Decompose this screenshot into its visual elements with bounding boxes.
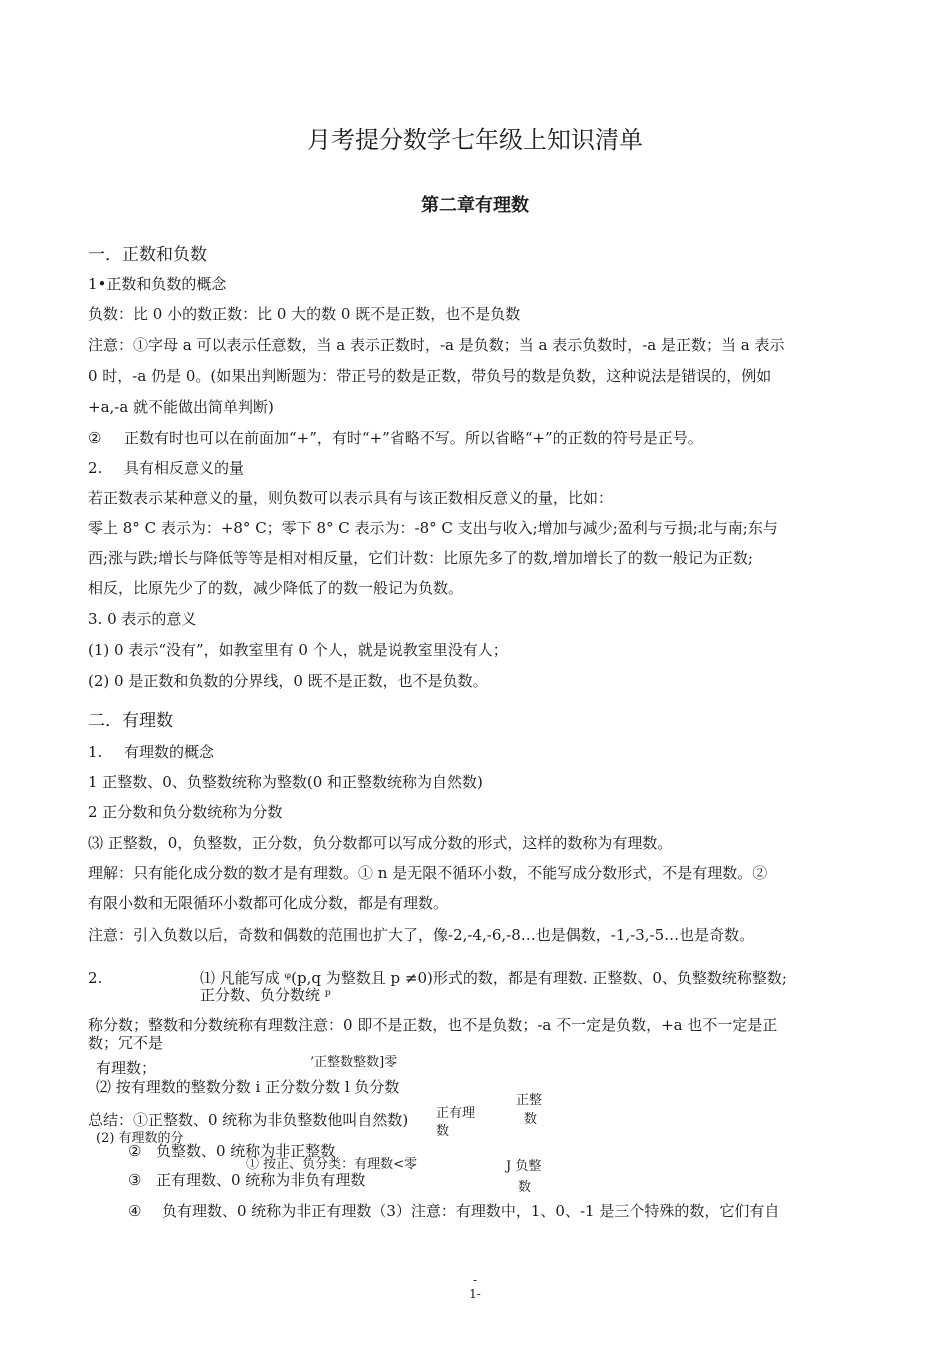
paragraph-line: 有理数；	[96, 1059, 157, 1077]
list-number: ②	[88, 429, 102, 447]
section-heading: 一．正数和负数	[88, 245, 207, 265]
list-number: 2.	[88, 969, 103, 987]
classification-label: 正有理	[436, 1106, 476, 1121]
paragraph-line: (2) 有理数的分	[96, 1131, 184, 1146]
paragraph-line: 负整数、0 统称为非正整数	[156, 1142, 336, 1160]
paragraph-line: 0 时，-a 仍是 0。(如果出判断题为：带正号的数是正数，带负号的数是负数，这种说法是错误的，例如	[88, 367, 772, 385]
classification-label: 数	[518, 1180, 532, 1195]
document-title: 月考提分数学七年级上知识清单	[307, 126, 643, 154]
paragraph-line: +a,-a 就不能做出简单判断)	[88, 398, 274, 416]
paragraph-line: 有限小数和无限循环小数都可化成分数，都是有理数。	[88, 894, 449, 912]
subheading: 3. 0 表示的意义	[88, 610, 197, 628]
paragraph-line: 数；冗不是	[88, 1034, 164, 1052]
paragraph-line: ⑶ 正整数，0，负整数，正分数，负分数都可以写成分数的形式，这样的数称为有理数。	[88, 834, 673, 852]
paragraph-line: 注意：①字母 a 可以表示任意数，当 a 表示正数时，-a 是负数；当 a 表示负数时，-a 是正数；当 a 表示	[88, 336, 785, 354]
chapter-title: 第二章有理数	[421, 195, 529, 216]
classification-label: 数	[524, 1112, 538, 1127]
list-number: ③	[128, 1171, 142, 1189]
paragraph-line: 若正数表示某种意义的量，则负数可以表示具有与该正数相反意义的量，比如：	[88, 489, 614, 507]
paragraph-line: 注意：引入负数以后，奇数和偶数的范围也扩大了，像-2,-4,-6,-8…也是偶数，-1,-3,-5…也是奇数。	[88, 926, 755, 944]
page-number: 1-	[469, 1287, 481, 1301]
paragraph-line: 负数：比 0 小的数正数：比 0 大的数 0 既不是正数，也不是负数	[88, 305, 521, 323]
classification-label: 正整	[516, 1093, 543, 1108]
list-number: 2.	[88, 459, 103, 477]
paragraph-line: 1 正整数、0、负整数统称为整数(0 和正整数统称为自然数)	[88, 773, 483, 791]
classification-label: ’正整数整数]零	[310, 1055, 398, 1070]
page-footer-mark: -	[472, 1273, 478, 1287]
paragraph-line: 称分数；整数和分数统称有理数注意：0 即不是正数，也不是负数；-a 不一定是负数，+a 也不一定是正	[88, 1016, 778, 1034]
classification-label: 数	[436, 1124, 450, 1139]
paragraph-line: 相反，比原先少了的数，减少降低了的数一般记为负数。	[88, 579, 464, 597]
list-number: ②	[128, 1142, 142, 1160]
paragraph-line: (1) 0 表示“没有”，如教室里有 0 个人，就是说教室里没有人；	[88, 641, 508, 659]
section-heading: 二．有理数	[88, 711, 173, 731]
paragraph-line: (2) 0 是正数和负数的分界线，0 既不是正数，也不是负数。	[88, 672, 488, 690]
classification-label: ① 按正、负分类：有理数<零	[246, 1157, 418, 1172]
paragraph-line: 西;涨与跌;增长与降低等等是相对相反量，它们计数：比原先多了的数,增加增长了的数一般记为正数;	[88, 549, 753, 567]
list-number: 1.	[88, 743, 103, 761]
paragraph-line: ⑵ 按有理数的整数分数 i 正分数分数 l 负分数	[96, 1078, 400, 1096]
paragraph-line: 零上 8° C 表示为：+8° C；零下 8° C 表示为：-8° C 支出与收入;增加与减少;盈利与亏损;北与南;东与	[88, 519, 778, 537]
paragraph-line: 负有理数、0 统称为非正有理数（3）注意：有理数中，1、0、-1 是三个特殊的数，它们有自	[162, 1202, 780, 1220]
subheading: 有理数的概念	[124, 743, 215, 761]
subheading: 具有相反意义的量	[124, 459, 245, 477]
paragraph-line: 正数有时也可以在前面加“+”，有时“+”省略不写。所以省略“+”的正数的符号是正号。	[124, 429, 703, 447]
classification-label: J 负整	[506, 1159, 542, 1174]
paragraph-line: ⑴ 凡能写成 ᵠ(p,q 为整数且 p ≠0)形式的数，都是有理数. 正整数、0、负整数统称整数;	[200, 969, 787, 987]
paragraph-line: 正有理数、0 统称为非负有理数	[156, 1171, 366, 1189]
paragraph-line: 2 正分数和负分数统称为分数	[88, 803, 283, 821]
paragraph-line: 1•正数和负数的概念	[88, 275, 227, 293]
list-number: ④	[128, 1202, 142, 1220]
paragraph-line: 正分数、负分数统 ᵖ	[200, 986, 331, 1004]
paragraph-line: 总结：①正整数、0 统称为非负整数他叫自然数)	[88, 1111, 409, 1129]
paragraph-line: 理解：只有能化成分数的数才是有理数。① n 是无限不循环小数，不能写成分数形式，不是有理数。②	[88, 864, 768, 882]
